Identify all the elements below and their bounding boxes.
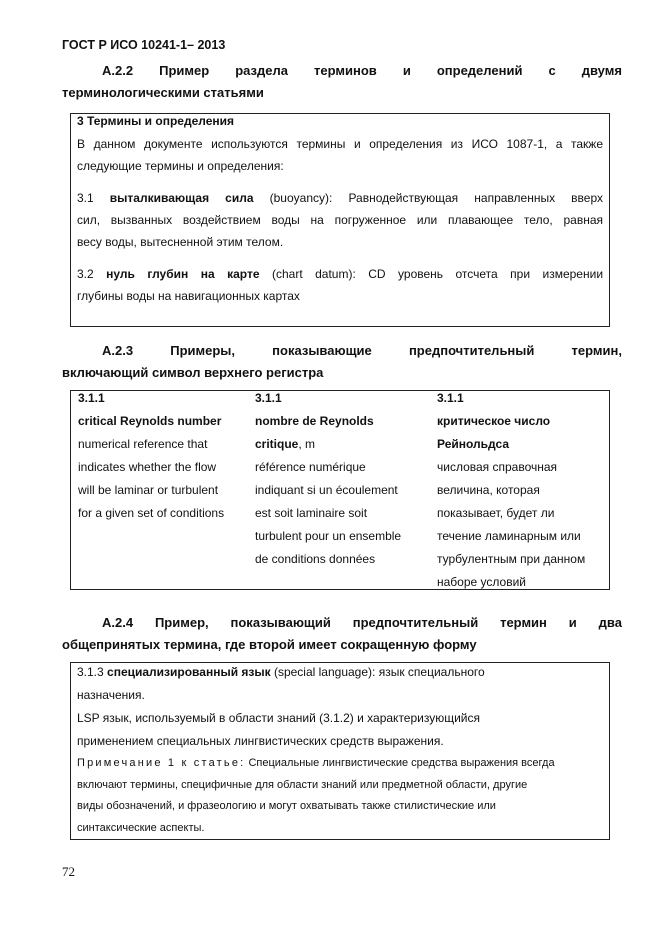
term-part: critique xyxy=(255,437,299,451)
entry-3-1-3-line-1 xyxy=(77,661,603,684)
heading-word: предпочтительный xyxy=(408,343,535,358)
entry-3-1-3-line-2: назначения. xyxy=(77,688,145,702)
table-cell: référence numérique xyxy=(255,460,366,474)
table-cell: indicates whether the flow xyxy=(78,460,217,474)
table-cell: critical Reynolds number xyxy=(78,414,222,428)
heading-word: Примеры, xyxy=(170,343,236,358)
section-heading-a24-line2: общепринятых термина, где второй имеет сокращенную форму xyxy=(62,637,477,652)
entry-3-1-line-1 xyxy=(77,187,603,209)
table-cell: критическое число xyxy=(437,414,551,428)
table-cell: 3.1.1 xyxy=(255,391,282,405)
table-cell: величина, которая xyxy=(437,483,540,497)
table-cell: показывает, будет ли xyxy=(437,506,555,520)
note-line-3: виды обозначений, и фразеологию и могут охватывать также стилистические или xyxy=(77,800,496,812)
intro-line-1: В данном документе используются термины и определения из ИСО 1087-1, а также xyxy=(77,137,603,151)
heading-word: двумя xyxy=(581,63,622,78)
entry-text: (special language): язык специального xyxy=(270,665,485,679)
entry-number: 3.1.3 xyxy=(77,665,108,679)
section-heading-a22-line2: терминологическими статьями xyxy=(62,85,264,100)
document-header: ГОСТ Р ИСО 10241-1– 2013 xyxy=(62,38,226,52)
table-cell: turbulent pour un ensemble xyxy=(255,529,402,543)
note-label: Примечание 1 к статье: xyxy=(77,757,246,769)
note-line-1 xyxy=(77,753,603,775)
heading-word: Пример, xyxy=(154,615,209,630)
box-title: 3 Термины и определения xyxy=(77,114,235,128)
heading-word: А.2.2 xyxy=(102,63,134,78)
table-cell: турбулентным при данном xyxy=(437,552,586,566)
heading-word: и xyxy=(568,615,577,630)
table-cell: de conditions données xyxy=(255,552,376,566)
note-text: Специальные лингвистические средства выражения всегда xyxy=(245,757,555,769)
lsp-line-2: применением специальных лингвистических средств выражения. xyxy=(77,734,444,748)
lsp-line-1: LSP язык, используемый в области знаний (3.1.2) и характеризующийся xyxy=(77,711,481,725)
heading-line-1 xyxy=(62,612,622,634)
table-cell: 3.1.1 xyxy=(437,391,464,405)
entry-text: (chart datum): CD уровень отсчета при измерении xyxy=(259,267,604,281)
entry-text: (buoyancy): Равнодействующая направленных вверх xyxy=(253,191,604,205)
table-cell: течение ламинарным или xyxy=(437,529,581,543)
table-cell: 3.1.1 xyxy=(78,391,105,405)
entry-3-1-line-3: весу воды, вытесненной этим телом. xyxy=(77,235,284,249)
note-line-2: включают термины, специфичные для области знаний или предметной области, другие xyxy=(77,778,528,791)
table-cell: for a given set of conditions xyxy=(78,506,225,520)
section-heading-a23-line2: включающий символ верхнего регистра xyxy=(62,365,324,380)
heading-word: Пример xyxy=(159,63,210,78)
intro-line-2: следующие термины и определения: xyxy=(77,159,284,173)
table-cell: наборе условий xyxy=(437,575,526,589)
entry-3-2-line-2: глубины воды на навигационных картах xyxy=(77,289,300,303)
section-heading-a23 xyxy=(62,340,622,384)
section-heading-a22 xyxy=(62,60,622,104)
heading-word: термин xyxy=(500,615,547,630)
term-entry-box xyxy=(70,662,610,840)
table-cell: est soit laminaire soit xyxy=(255,506,368,520)
heading-word: определений xyxy=(436,63,523,78)
entry-term: выталкивающая сила xyxy=(109,191,254,205)
heading-word: термин, xyxy=(571,343,622,358)
heading-word: с xyxy=(548,63,556,78)
table-cell: числовая справочная xyxy=(437,460,558,474)
definitions-box xyxy=(70,113,610,327)
table-cell xyxy=(255,433,401,456)
heading-word: предпочтительный xyxy=(352,615,479,630)
heading-line-1 xyxy=(62,60,622,82)
page-number: 72 xyxy=(62,864,75,879)
entry-term: специализированный язык xyxy=(107,665,271,679)
heading-word: и xyxy=(402,63,411,78)
table-cell: will be laminar or turbulent xyxy=(78,483,219,497)
heading-word: показывающий xyxy=(230,615,331,630)
heading-word: два xyxy=(598,615,622,630)
heading-line-1 xyxy=(62,340,622,362)
entry-term: нуль глубин на карте xyxy=(106,267,260,281)
heading-word: А.2.4 xyxy=(102,615,134,630)
table-column-russian xyxy=(437,387,585,594)
section-heading-a24 xyxy=(62,612,622,656)
entry-3-2-line-1 xyxy=(77,263,603,285)
heading-word: показывающие xyxy=(272,343,372,358)
table-cell: Рейнольдса xyxy=(437,437,509,451)
table-cell: numerical reference that xyxy=(78,437,208,451)
table-column-english xyxy=(78,387,224,525)
heading-word: терминов xyxy=(314,63,377,78)
gender-marker: , m xyxy=(298,437,316,451)
entry-3-1-line-2: сил, вызванных воздействием воды на погруженное или плавающее тело, равная xyxy=(77,213,603,227)
entry-number: 3.1 xyxy=(77,191,110,205)
table-cell: indiquant si un écoulement xyxy=(255,483,398,497)
entry-number: 3.2 xyxy=(77,267,107,281)
multilingual-table xyxy=(70,390,610,590)
heading-word: А.2.3 xyxy=(102,343,134,358)
table-column-french xyxy=(255,387,401,571)
note-line-4: синтаксические аспекты. xyxy=(77,821,205,834)
table-cell: nombre de Reynolds xyxy=(255,414,374,428)
heading-word: раздела xyxy=(235,63,288,78)
